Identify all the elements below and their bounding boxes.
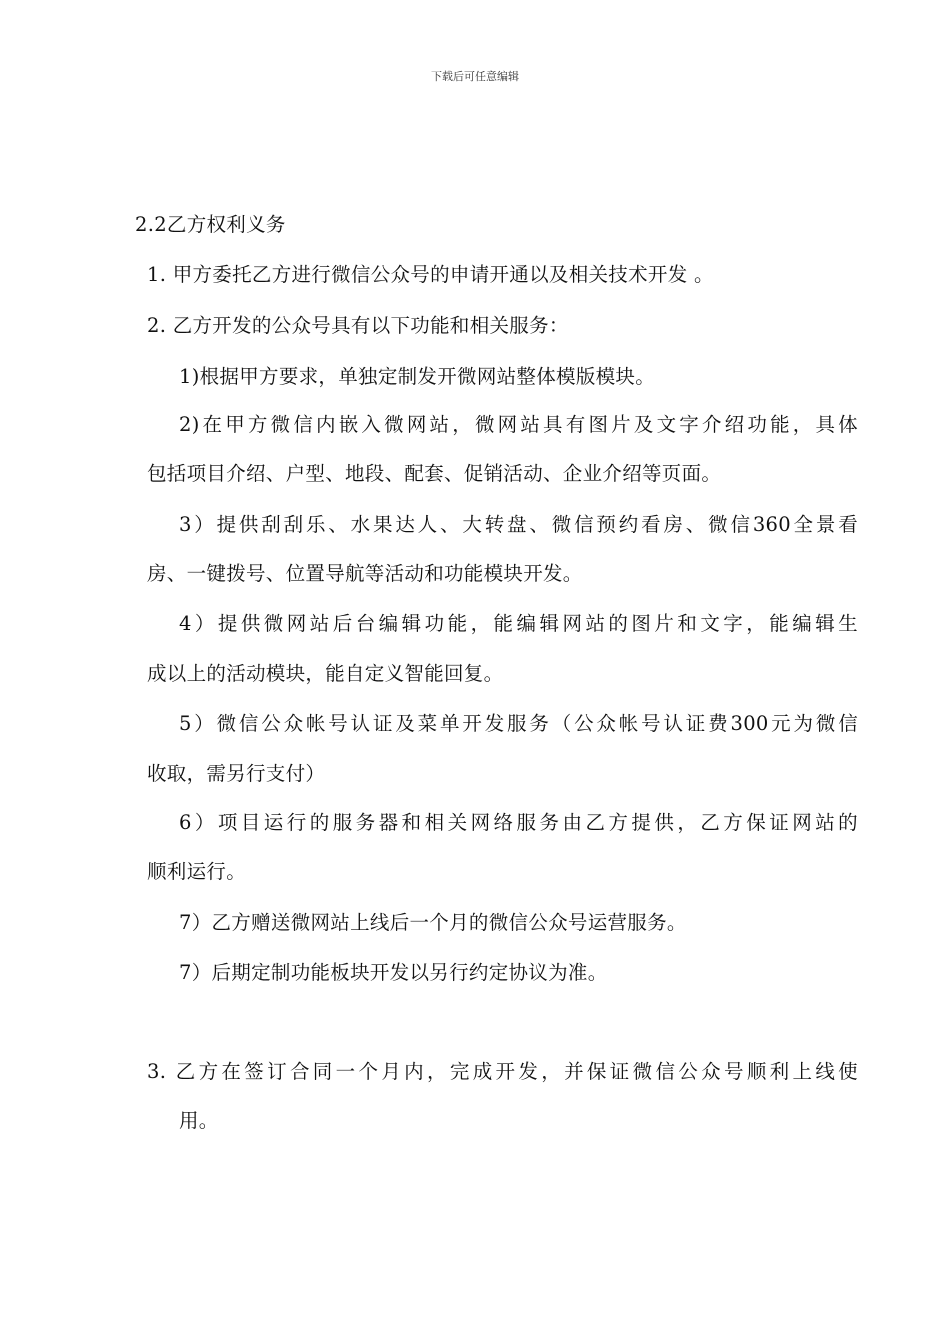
section-title: 2.2乙方权利义务 (135, 213, 286, 236)
sub-item-2-line-1: 2)在甲方微信内嵌入微网站，微网站具有图片及文字介绍功能，具体 (179, 413, 858, 436)
item-1: 1. 甲方委托乙方进行微信公众号的申请开通以及相关技术开发 。 (147, 263, 714, 286)
sub-item-5-line-1: 5）微信公众帐号认证及菜单开发服务（公众帐号认证费300元为微信 (179, 712, 858, 735)
header-note: 下载后可任意编辑 (431, 70, 519, 83)
sub-item-7a: 7）乙方赠送微网站上线后一个月的微信公众号运营服务。 (179, 911, 687, 934)
sub-item-6-line-1: 6）项目运行的服务器和相关网络服务由乙方提供，乙方保证网站的 (179, 811, 858, 834)
sub-item-4-line-1: 4）提供微网站后台编辑功能，能编辑网站的图片和文字，能编辑生 (179, 612, 858, 635)
item-3-line-1: 3. 乙方在签订合同一个月内，完成开发，并保证微信公众号顺利上线使 (147, 1060, 858, 1083)
sub-item-1: 1)根据甲方要求，单独定制发开微网站整体模版模块。 (179, 365, 656, 388)
sub-item-4-line-2: 成以上的活动模块，能自定义智能回复。 (147, 662, 504, 685)
sub-item-3-line-1: 3）提供刮刮乐、水果达人、大转盘、微信预约看房、微信360全景看 (179, 513, 858, 536)
sub-item-3-line-2: 房、一键拨号、位置导航等活动和功能模块开发。 (147, 562, 583, 585)
sub-item-5-line-2: 收取，需另行支付） (147, 762, 326, 785)
item-2: 2. 乙方开发的公众号具有以下功能和相关服务： (147, 314, 569, 337)
item-3-line-2: 用。 (179, 1109, 219, 1132)
sub-item-2-line-2: 包括项目介绍、户型、地段、配套、促销活动、企业介绍等页面。 (147, 462, 722, 485)
sub-item-7b: 7）后期定制功能板块开发以另行约定协议为准。 (179, 961, 608, 984)
sub-item-6-line-2: 顺利运行。 (147, 860, 247, 883)
